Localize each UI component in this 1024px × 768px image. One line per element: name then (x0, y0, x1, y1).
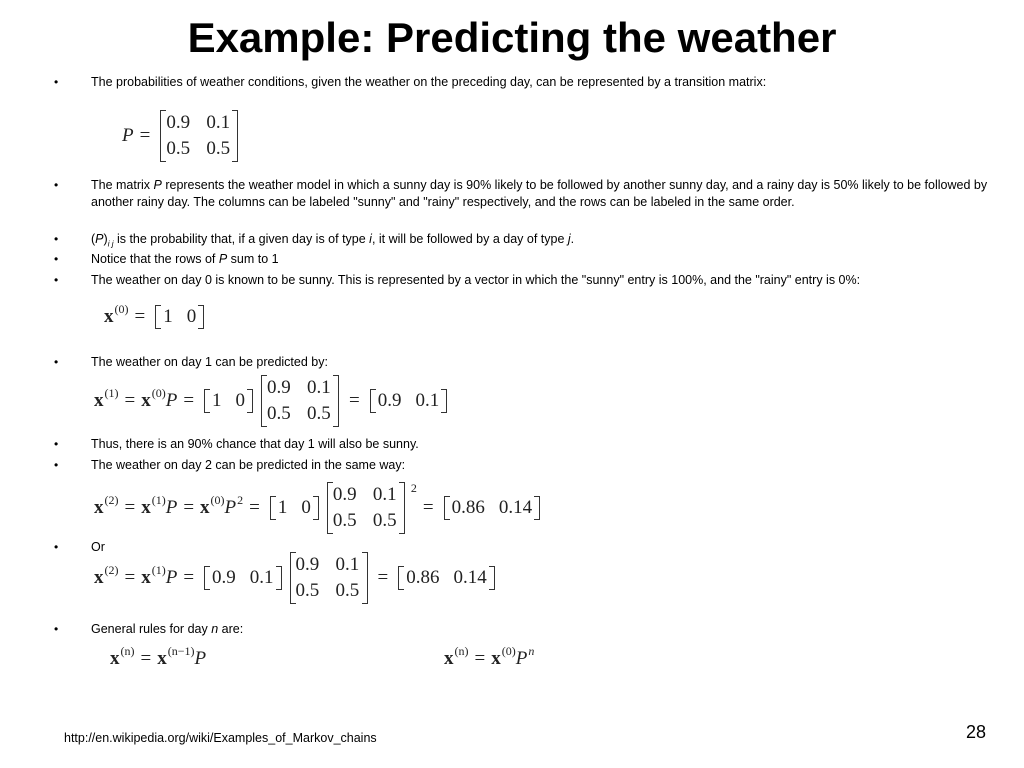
bullet-marker: • (54, 622, 59, 636)
bullet-day-two: The weather on day 2 can be predicted in the same way: (91, 458, 406, 472)
bullet-general-rules: General rules for day n are: (91, 622, 244, 636)
bullet-rows-sum: Notice that the rows of P sum to 1 (91, 252, 279, 266)
bullet-day-zero: The weather on day 0 is known to be sunny. This is represented by a vector in which the "sunny" entry is 100%, and the "rainy" entry is 0%: (91, 273, 861, 287)
equation-day-zero: x (0) = 1 0 (104, 304, 208, 330)
bullet-marker: • (54, 540, 59, 554)
bullet-marker: • (54, 355, 59, 369)
equation-day-one: x (1) = x (0) P = 1 0 0.9 0.1 0.5 0.5 = 0.9 0.1 (94, 375, 451, 427)
bullet-marker: • (54, 437, 59, 451)
matrix-p: 0.9 0.1 0.5 0.5 (160, 110, 238, 162)
source-link[interactable]: http://en.wikipedia.org/wiki/Examples_of_Markov_chains (64, 731, 377, 745)
bullet-transition-matrix: The probabilities of weather conditions, given the weather on the preceding day, can be represented by a transition matrix: (91, 75, 767, 89)
vector-day-zero: 1 0 (155, 304, 204, 330)
bullet-marker: • (54, 75, 59, 89)
bullet-marker: • (54, 273, 59, 287)
bullet-marker: • (54, 232, 59, 246)
equation-day-two-alt: x (2) = x (1) P = 0.9 0.1 0.9 0.1 0.5 0.5 = 0.86 0.14 (94, 552, 499, 604)
page-number: 28 (966, 722, 987, 742)
bullet-marker: • (54, 252, 59, 266)
bullet-pij-definition: $(P)_{i j}$ is the probability that, if a given day is of type i, it will be followed by a day of type j. (91, 232, 575, 249)
equation-day-two: x (2) = x (1) P = x (0) P 2 = 1 0 0.9 0.1 0.5 0.5 2 = 0.86 0.14 (94, 482, 544, 534)
slide-title: Example: Predicting the weather (187, 14, 837, 61)
bullet-marker: • (54, 458, 59, 472)
bullet-day-one-chance: Thus, there is an 90% chance that day 1 will also be sunny. (91, 437, 419, 451)
bullet-or: Or (91, 540, 105, 554)
bullet-marker: • (54, 178, 59, 192)
equation-transition-matrix: P = 0.9 0.1 0.5 0.5 (122, 110, 242, 162)
bullet-matrix-description: The matrix P represents the weather model in which a sunny day is 90% likely to be followed by another sunny day, and a rainy day is 50% likely to be followed by another rainy day. The columns can be labeled "sunny" and "rainy" respectively, and the rows can be labeled in the same order. (91, 178, 988, 209)
bullet-day-one: The weather on day 1 can be predicted by: (91, 355, 328, 369)
equation-general-recursive: x (n) = x (n−1) P (110, 643, 207, 669)
equation-general-closed: x (n) = x (0) P n (444, 643, 535, 669)
